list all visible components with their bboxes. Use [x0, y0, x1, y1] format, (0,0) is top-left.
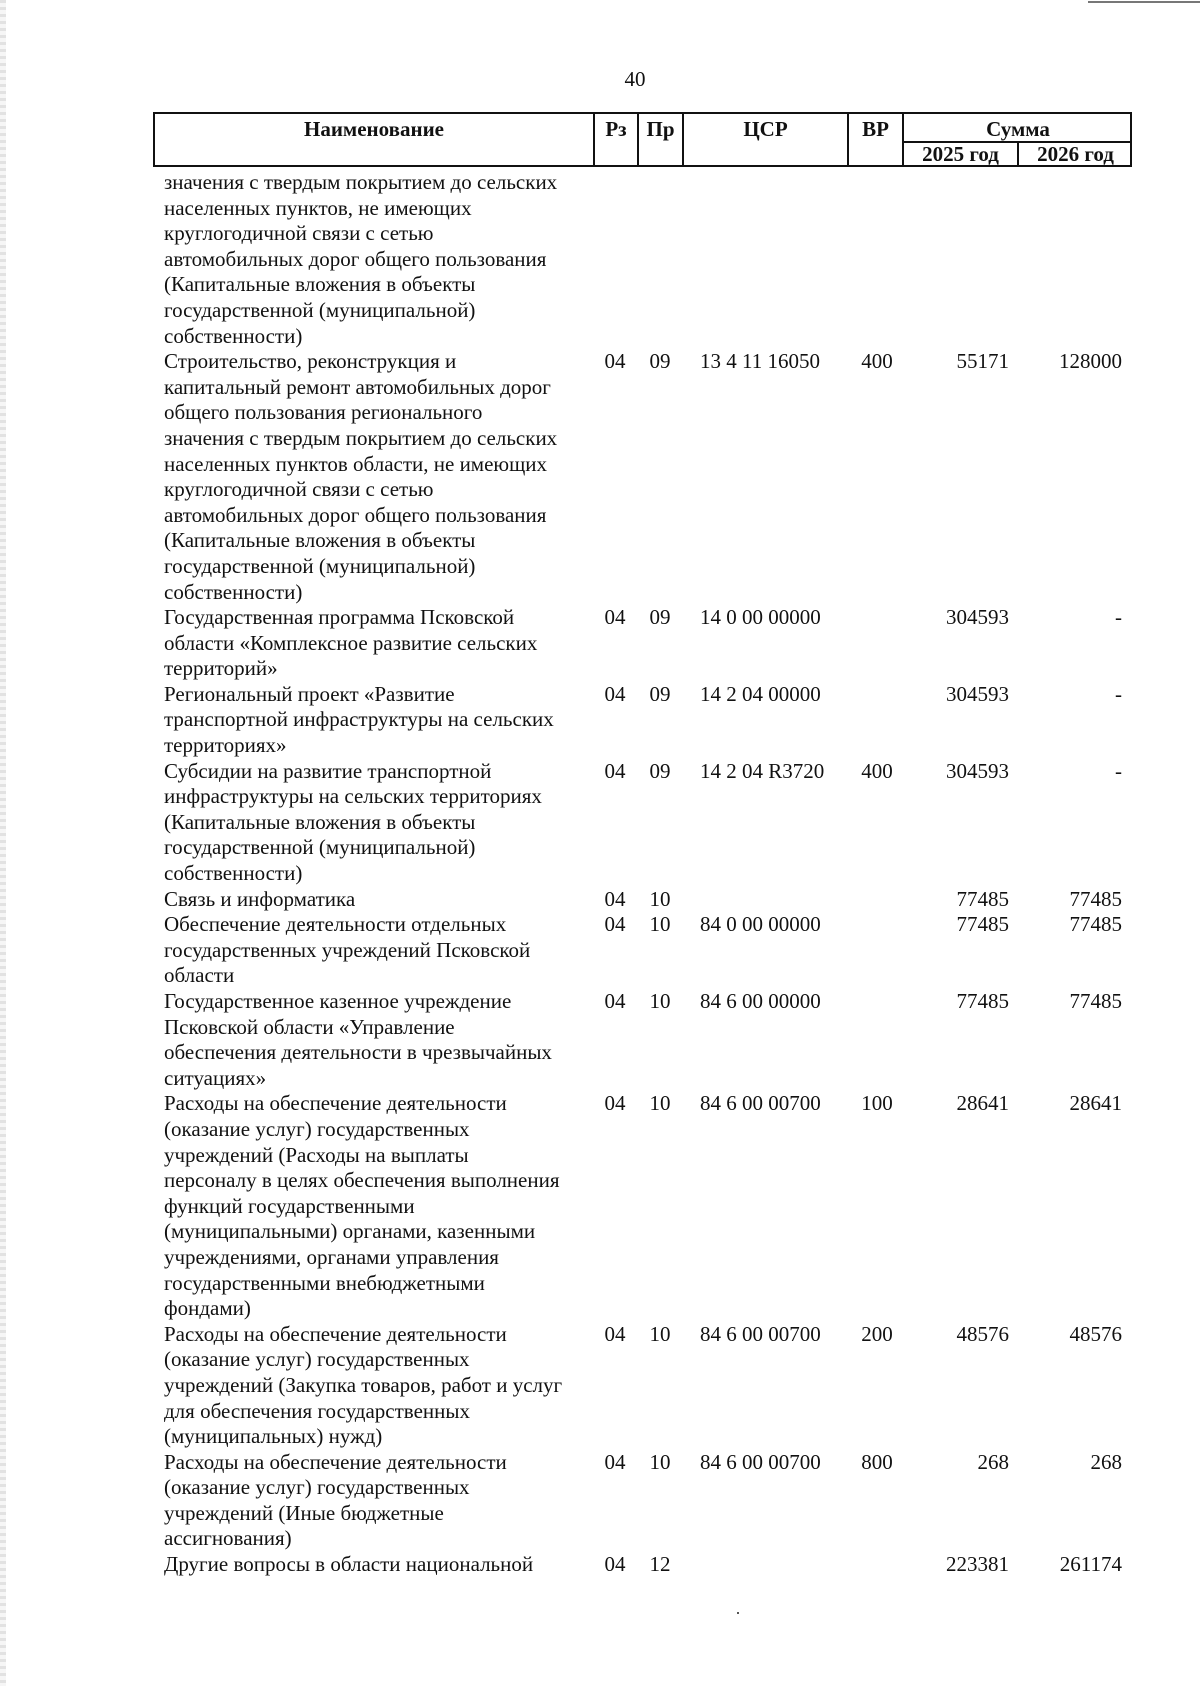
row-pr: 10: [649, 886, 671, 911]
row-name: Обеспечение деятельности отдельных государственных учреждений Псковской области: [164, 912, 531, 988]
table-row: [0, 682, 1200, 759]
header-year-2026: 2026 год: [1037, 142, 1114, 166]
row-csr: 14 2 04 R3720: [700, 758, 825, 783]
row-rz: 04: [604, 1091, 626, 1116]
row-csr: 84 6 00 00700: [700, 1091, 821, 1116]
row-sum-2026: 77485: [1069, 989, 1122, 1013]
row-sum-2026: 77485: [1069, 912, 1122, 937]
row-sum-2025: 28641: [956, 1091, 1009, 1116]
table-body: [0, 170, 1200, 1578]
row-sum-2025: 268: [977, 1449, 1009, 1474]
row-sum-2026: 28641: [1069, 1091, 1122, 1116]
row-name: Государственное казенное учреждение Псковской области «Управление обеспечения деятельности в чрезвычайных ситуациях»: [164, 989, 552, 1090]
row-csr: 84 6 00 00700: [700, 1449, 821, 1474]
row-sum-2026: -: [1115, 681, 1122, 706]
row-rz: 04: [604, 758, 626, 783]
row-csr: 13 4 11 16050: [700, 349, 820, 374]
scan-speck: [737, 1612, 739, 1614]
row-sum-2025: 304593: [946, 758, 1009, 783]
row-sum-2026: 261174: [1059, 1552, 1122, 1577]
row-sum-2025: 77485: [956, 886, 1009, 911]
row-sum-2026: 268: [1090, 1449, 1122, 1474]
table-row: [0, 989, 1200, 1091]
table-row: [0, 1450, 1200, 1552]
table-row: [0, 349, 1200, 605]
row-csr: 84 0 00 00000: [700, 912, 821, 937]
row-sum-2025: 55171: [956, 349, 1009, 374]
row-pr: 10: [649, 1449, 671, 1474]
row-pr: 10: [649, 989, 671, 1013]
row-pr: 09: [649, 605, 671, 630]
header-rz: Рз: [605, 117, 627, 141]
row-sum-2026: -: [1115, 605, 1122, 630]
row-name: Субсидии на развитие транспортной инфраструктуры на сельских территориях (Капитальные вложения в объекты государственной (муниципальной) собственности): [164, 758, 542, 886]
header-name: Наименование: [304, 117, 444, 141]
header-csr: ЦСР: [743, 117, 788, 141]
table-row: [0, 1322, 1200, 1450]
table-row: [0, 1552, 1200, 1578]
row-rz: 04: [604, 1321, 626, 1346]
row-sum-2025: 304593: [946, 681, 1009, 706]
row-rz: 04: [604, 605, 626, 630]
row-csr: 14 0 00 00000: [700, 605, 821, 630]
row-pr: 10: [649, 912, 671, 937]
table-row: [0, 759, 1200, 887]
row-sum-2025: 304593: [946, 605, 1009, 630]
table-row: [0, 605, 1200, 682]
page-number: 40: [624, 67, 646, 91]
row-sum-2026: -: [1115, 758, 1122, 783]
row-rz: 04: [604, 1552, 626, 1577]
row-rz: 04: [604, 989, 626, 1013]
header-vr: ВР: [862, 117, 889, 141]
row-pr: 12: [649, 1552, 671, 1577]
row-sum-2026: 48576: [1069, 1321, 1122, 1346]
header-sum: Сумма: [986, 117, 1050, 141]
row-csr: 84 6 00 00700: [700, 1321, 821, 1346]
row-sum-2025: 77485: [956, 989, 1009, 1013]
table-row: [0, 887, 1200, 913]
table-row: [0, 1091, 1200, 1321]
row-rz: 04: [604, 349, 626, 374]
row-sum-2025: 223381: [946, 1552, 1009, 1577]
row-rz: 04: [604, 886, 626, 911]
row-name: Связь и информатика: [164, 886, 356, 911]
row-vr: 100: [861, 1091, 893, 1116]
row-name: Расходы на обеспечение деятельности (оказание услуг) государственных учреждений (Иные бюджетные ассигнования): [164, 1449, 507, 1551]
table-header: [153, 112, 1132, 167]
table-row: [0, 170, 1200, 349]
row-rz: 04: [604, 912, 626, 937]
row-pr: 09: [649, 349, 671, 374]
row-name: значения с твердым покрытием до сельских населенных пунктов, не имеющих круглогодичной связи с сетью автомобильных дорог общего пользования (Капитальные вложения в объекты государственной (муниципальной) собственности): [164, 170, 558, 348]
row-sum-2026: 77485: [1069, 886, 1122, 911]
row-name: Другие вопросы в области национальной: [164, 1552, 534, 1577]
row-sum-2025: 48576: [956, 1321, 1009, 1346]
row-vr: 800: [861, 1449, 893, 1474]
row-rz: 04: [604, 681, 626, 706]
row-pr: 09: [649, 758, 671, 783]
row-name: Расходы на обеспечение деятельности (оказание услуг) государственных учреждений (Закупка товаров, работ и услуг для обеспечения государственных (муниципальных) нужд): [164, 1321, 563, 1449]
table-row: [0, 912, 1200, 989]
header-year-2025: 2025 год: [922, 142, 999, 166]
row-vr: 200: [861, 1321, 893, 1346]
row-name: Региональный проект «Развитие транспортной инфраструктуры на сельских территориях»: [164, 681, 554, 758]
row-name: Расходы на обеспечение деятельности (оказание услуг) государственных учреждений (Расходы на выплаты персоналу в целях обеспечения выполнения функций государственными (муниципальными) органами, казенными учреждениями, органами управления государственными внебюджетными фондами): [164, 1091, 560, 1321]
scan-top-rule: [1088, 1, 1200, 3]
row-vr: 400: [861, 758, 893, 783]
row-name: Строительство, реконструкция и капитальный ремонт автомобильных дорог общего пользования регионального значения с твердым покрытием до сельских населенных пунктов области, не имеющих круглогодичной связи с сетью автомобильных дорог общего пользования (Капитальные вложения в объекты государственной (муниципальной) собственности): [164, 349, 558, 604]
row-name: Государственная программа Псковской области «Комплексное развитие сельских территорий»: [164, 605, 538, 681]
row-sum-2026: 128000: [1059, 349, 1122, 374]
row-pr: 10: [649, 1091, 671, 1116]
row-vr: 400: [861, 349, 893, 374]
row-csr: 84 6 00 00000: [700, 989, 821, 1013]
row-rz: 04: [604, 1449, 626, 1474]
header-pr: Пр: [646, 117, 675, 141]
row-csr: 14 2 04 00000: [700, 681, 821, 706]
row-pr: 10: [649, 1321, 671, 1346]
row-sum-2025: 77485: [956, 912, 1009, 937]
row-pr: 09: [649, 681, 671, 706]
